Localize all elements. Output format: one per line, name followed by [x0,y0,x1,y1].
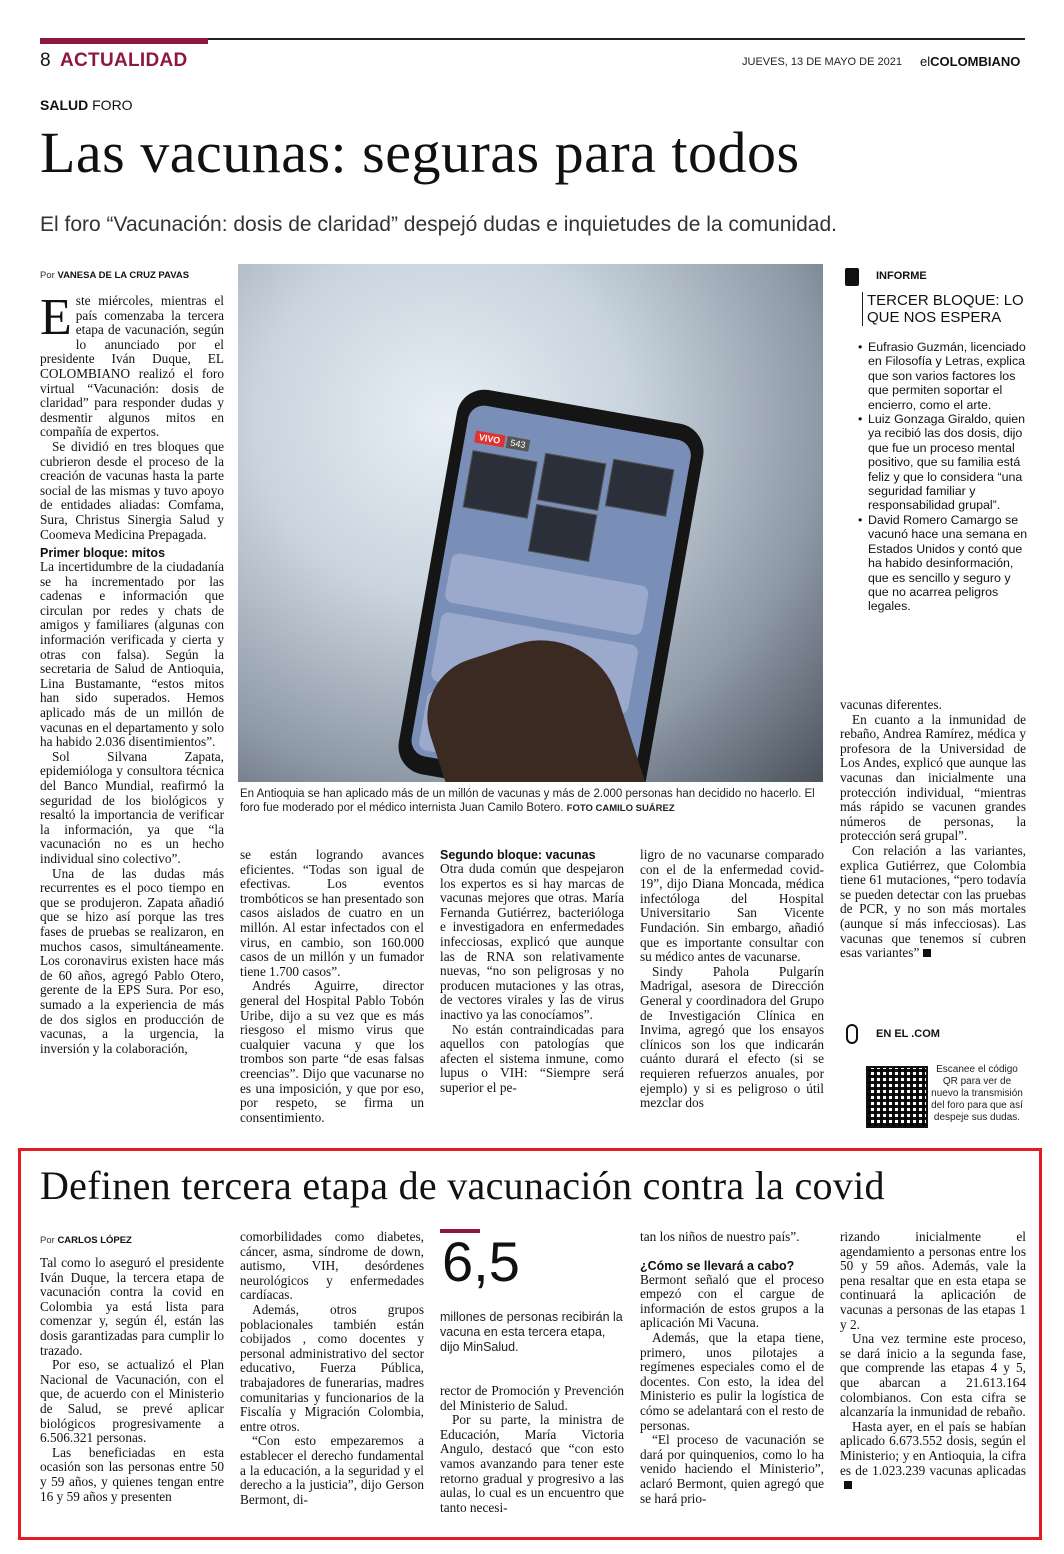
byline-prefix: Por [40,1235,58,1246]
article2-column-4 [640,1230,824,1506]
page-number: 8 [40,50,51,71]
paragraph: Se dividió en tres bloques que cubrieron desde el proceso de la creación de vacunas hasta la parte social de las mismas y tuvo apoyo de entidades aliadas: Comfama, Sura, Christus Sinergia Salud y Coomeva Medicina Prepagada. [40,438,224,542]
paragraph: Las beneficiadas en esta ocasión son las personas entre 50 y 59 años, y quienes tengan entre 16 y 59 años y presenten [40,1444,224,1504]
article2-column-2 [240,1230,424,1507]
viewer-count: 543 [506,436,531,452]
article2-column-1 [40,1256,224,1504]
sidebar-item: • David Romero Camargo se vacunó hace una semana en Estados Unidos y contó que ha habido desinformación, que es sencillo y seguro y que no acarrea peligros legales. [858,513,1028,614]
paragraph: Bermont señaló que el proceso empezó con el cargue de información de estos grupos a la aplicación Mi Vacuna. [640,1271,824,1331]
paragraph [840,844,1026,961]
paragraph: ligro de no vacunarse comparado con el de la enfermedad covid-19”, dijo Diana Moncada, médica infectóloga del Hospital Universitario San Vicente Fundación. Sin embargo, añadió que es importante consultar con su médico antes de vacunarse. [640,847,824,965]
caption-text: En Antioquia se han aplicado más de un millón de vacunas y más de 2.000 personas han decidido no hacerlo. El foro fue moderado por el médico internista Juan Camilo Botero. [240,788,815,814]
paragraph [840,1420,1026,1493]
paragraph-text: ste miércoles, mientras el país comenzaba la tercera etapa de vacunación, según lo anunciado por el presidente Iván Duque, EL COLOMBIANO realizó el foro virtual “Vacunación: dosis de claridad” para responder dudas y desmentir algunos mitos en compañía de expertos. [40,293,224,440]
sidebar-list [858,340,1028,614]
article-kicker [40,97,133,113]
section-accent-bar [40,38,208,44]
brand-prefix: el [920,54,931,69]
paragraph: Por eso, se actualizó el Plan Nacional de Vacunación, con el que, de acuerdo con el Ministerio de Salud, se prevé aplicar biológicos progresivamente a 6.506.321 personas. [40,1357,224,1446]
newspaper-brand [920,54,1020,69]
paragraph: Tal como lo aseguró el presidente Iván Duque, la tercera etapa de vacunación contra la covid en Colombia ya está lista para comenzar y, según él, están las dosis garantizadas para cumplir lo trazado. [40,1255,224,1358]
sidebar-title: TERCER BLOQUE: LO QUE NOS ESPERA [862,292,1033,326]
brand-name: COLOMBIANO [930,54,1021,69]
live-badge: VIVO [474,430,505,447]
paragraph: “El proceso de vacunación se dará por quinquenios, como lo ha venido haciendo el Ministerio”, aclaró Bermont, quien agregó que se hará prio- [640,1432,824,1506]
kicker-subtopic: FORO [88,97,133,113]
paragraph: Andrés Aguirre, director general del Hospital Pablo Tobón Uribe, dijo a su vez que es más riesgoso el mismo virus que cualquier vacuna y que los trombos son parte “de esas falsas creencias”. Dijo que vacunarse no es una imposición, y que por eso, por respeto, se firma un consentimiento. [240,978,424,1125]
paragraph: comorbilidades como diabetes, cáncer, asma, síndrome de down, autismo, VIH, desórdenes neurológicos y enfermedades cardíacas. [240,1229,424,1303]
paragraph-text: Con relación a las variantes, explica Gutiérrez, que Colombia tiene 61 mutaciones, “pero todavía se pueden detectar con las pruebas de PCR, y no son más mortales (aunque sí más infecciosas). Las vacunas que tenemos sí cubren esas variantes” [840,842,1026,961]
qr-instructions: Escanee el código QR para ver de nuevo la transmisión del foro para que así despeje sus dudas. [931,1064,1023,1123]
paragraph: se están logrando avances eficientes. “Todas son igual de efectivas. Los eventos trombóticos se han presentado son casos aislados de cuatro en un millón. Al estar infectados con el virus, en cambio, son 160.000 casos de un millón y un fumador tiene 1.700 casos”. [240,847,424,979]
byline-prefix: Por [40,270,58,281]
sidebar-label: INFORME [876,270,927,282]
paragraph: rector de Promoción y Prevención del Ministerio de Salud. [440,1383,624,1413]
sidebar-item: • Eufrasio Guzmán, licenciado en Filosofía y Letras, explica que son varios factores los que permiten soportar el encierro, como el arte. [858,340,1028,412]
article-column-5 [840,698,1026,961]
stat-description: millones de personas recibirán la vacuna en esta tercera etapa, dijo MinSalud. [440,1310,623,1354]
paragraph-text: Hasta ayer, en el país se habían aplicado 6.673.552 dosis, según el Ministerio; y en Antioquia, la cifra es de 1.023.239 vacunas aplicadas [840,1418,1026,1478]
article2-column-5 [840,1230,1026,1493]
byline-author: VANESA DE LA CRUZ PAVAS [57,270,190,281]
article2-headline: Definen tercera etapa de vacunación contra la covid [40,1163,885,1208]
article-column-4 [640,848,824,1111]
subhead-primer-bloque: Primer bloque: mitos [40,546,166,561]
sidebar-item: • Luiz Gonzaga Giraldo, quien ya recibió las dos dosis, dijo que fue un proceso mental positivo, que su familia está feliz y que lo considera “una seguridad familiar y responsabilidad grupal”. [858,412,1028,513]
end-of-article-mark [844,1481,852,1489]
paragraph: vacunas diferentes. [840,697,942,712]
mouse-icon [846,1024,858,1044]
video-tile [528,504,597,562]
subhead-segundo-bloque: Segundo bloque: vacunas [440,848,596,862]
dotcom-label: EN EL .COM [876,1028,940,1040]
paragraph: Otra duda común que despejaron los expertos es si hay marcas de vacunas mejores que otras. María Fernanda Gutiérrez, bacterióloga e investigadora en enfermedades infecciosas, explicó que aunque las de RNA son relativamente nuevas, “no son peligrosas y no producen mutaciones y las otras, de vectores virales y las de virus inactivo ya las conocíamos”. [440,861,624,1022]
photo-caption [240,787,825,816]
article-headline: Las vacunas: seguras para todos [40,120,800,185]
paragraph: No están contraindicadas para aquellos con patologías que afecten el sistema inmune, como lupus o VIH: “Siempre será superior el pe- [440,1021,624,1095]
article2-column-3 [440,1384,624,1515]
video-tile [463,450,538,519]
paragraph: Sol Silvana Zapata, epidemióloga y consultora técnica del Banco Mundial, reafirmó la seguridad de los biológicos y resaltó la importancia de verificar la información, ya que “la vacunación no es un hecho individual sino colectivo”. [40,748,224,866]
document-icon [845,268,859,286]
end-of-article-mark [923,949,931,957]
paragraph: rizando inicialmente el agendamiento a personas entre los 50 y 59 años. Además, vale la pena resaltar que en esta etapa se continuará la aplicación de vacunas a personas de las etapas 1 y 2. [840,1229,1026,1332]
paragraph: Además, que la etapa tiene, primero, unos pilotajes a regímenes especiales como el de docentes. Con esto, la idea del Ministerio es pulir la logística de cómo se adelantará con el resto de personas. [640,1329,824,1433]
paragraph: Una vez termine este proceso, se dará inicio a la segunda fase, que comprende las etapas 4 y 5, que abarcan a 21.613.164 colombianos. Con esta cifra se alcanzaría la inmunidad de rebaño. [840,1331,1026,1420]
subhead-como: ¿Cómo se llevará a cabo? [640,1258,795,1273]
paragraph: En cuanto a la inmunidad de rebaño, Andrea Ramírez, médica y profesora de la Universidad de Los Andes, explicó que aunque las vacunas dan inicialmente una protección individual, “mientras más rápido se vacunen grandes números de personas, la protección será grupal”. [840,711,1026,844]
article-column-2 [240,848,424,1125]
article-photo [238,264,823,782]
section-name: ACTUALIDAD [60,50,188,71]
byline-author: CARLOS LÓPEZ [57,1235,132,1246]
video-tile [605,459,674,517]
paragraph: tan los niños de nuestro país”. [640,1229,800,1244]
photo-credit: FOTO CAMILO SUÁREZ [566,803,675,814]
paragraph: Una de las dudas más recurrentes es el poco tiempo en que se produjeron. Zapata añadió que se hizo así porque las tres fases de pruebas se realizaron, en muchos casos, simultáneamente. Los coronavirus existen hace más de 60 años, agregó Pablo Otero, gerente de la EPS Sura. Por eso, sumado a la experiencia de más de dos siglos en producción de vacunas, a la urgencia, la inversión y la colaboración, [40,865,224,1056]
article-column-1 [40,289,224,1056]
article-column-3 [440,848,624,1096]
paragraph: “Con esto empezaremos a establecer el derecho fundamental a la educación, a la seguridad y el derecho a la justicia”, dijo Gerson Bermont, di- [240,1433,424,1507]
drop-cap: E [40,289,72,346]
video-tile [537,453,606,511]
article2-byline [40,1235,132,1246]
paragraph: Sindy Pahola Pulgarín Madrigal, asesora de Dirección General y coordinadora del Grupo de Investigación Clínica en Invima, agregó que los ensayos clínicos son los que indicarán cuánto durará el efecto (si se requieren refuerzos anuales, por ejemplo) y si es peligroso o útil mezclar dos [640,963,824,1111]
paragraph: Por su parte, la ministra de Educación, María Victoria Angulo, destacó que “con esto vamos avanzando para tener este retorno gradual y progresivo a las aulas, lo cual es un encuentro que tanto necesi- [440,1412,624,1515]
paragraph: Además, otros grupos poblacionales también están cobijados , como docentes y personal administrativo del sector educativo, Fuerza Pública, trabajadores de funerarias, madres comunitarias y funcionarios de la Fiscalía y Migración Colombia, entre otros. [240,1301,424,1434]
paragraph: La incertidumbre de la ciudadanía se ha incrementado por las cadenas e información que circulan por redes y chats de amigos y familiares (algunas con información verificada y cierta y otras con falsa). Según la secretaria de Salud de Antioquia, Lina Bustamante, “estos mitos han sido superados. Hemos aplicado más de un millón de vacunas en el departamento y solo ha habido 2.036 disentimientos”. [40,559,224,750]
kicker-topic: SALUD [40,97,89,113]
article-deck: El foro “Vacunación: dosis de claridad” despejó dudas e inquietudes de la comunidad. [40,213,837,236]
qr-code-icon[interactable] [866,1066,928,1128]
stat-value: 6,5 [442,1230,520,1293]
article-byline [40,270,189,281]
paragraph [40,289,224,440]
issue-date: JUEVES, 13 DE MAYO DE 2021 [742,56,902,68]
